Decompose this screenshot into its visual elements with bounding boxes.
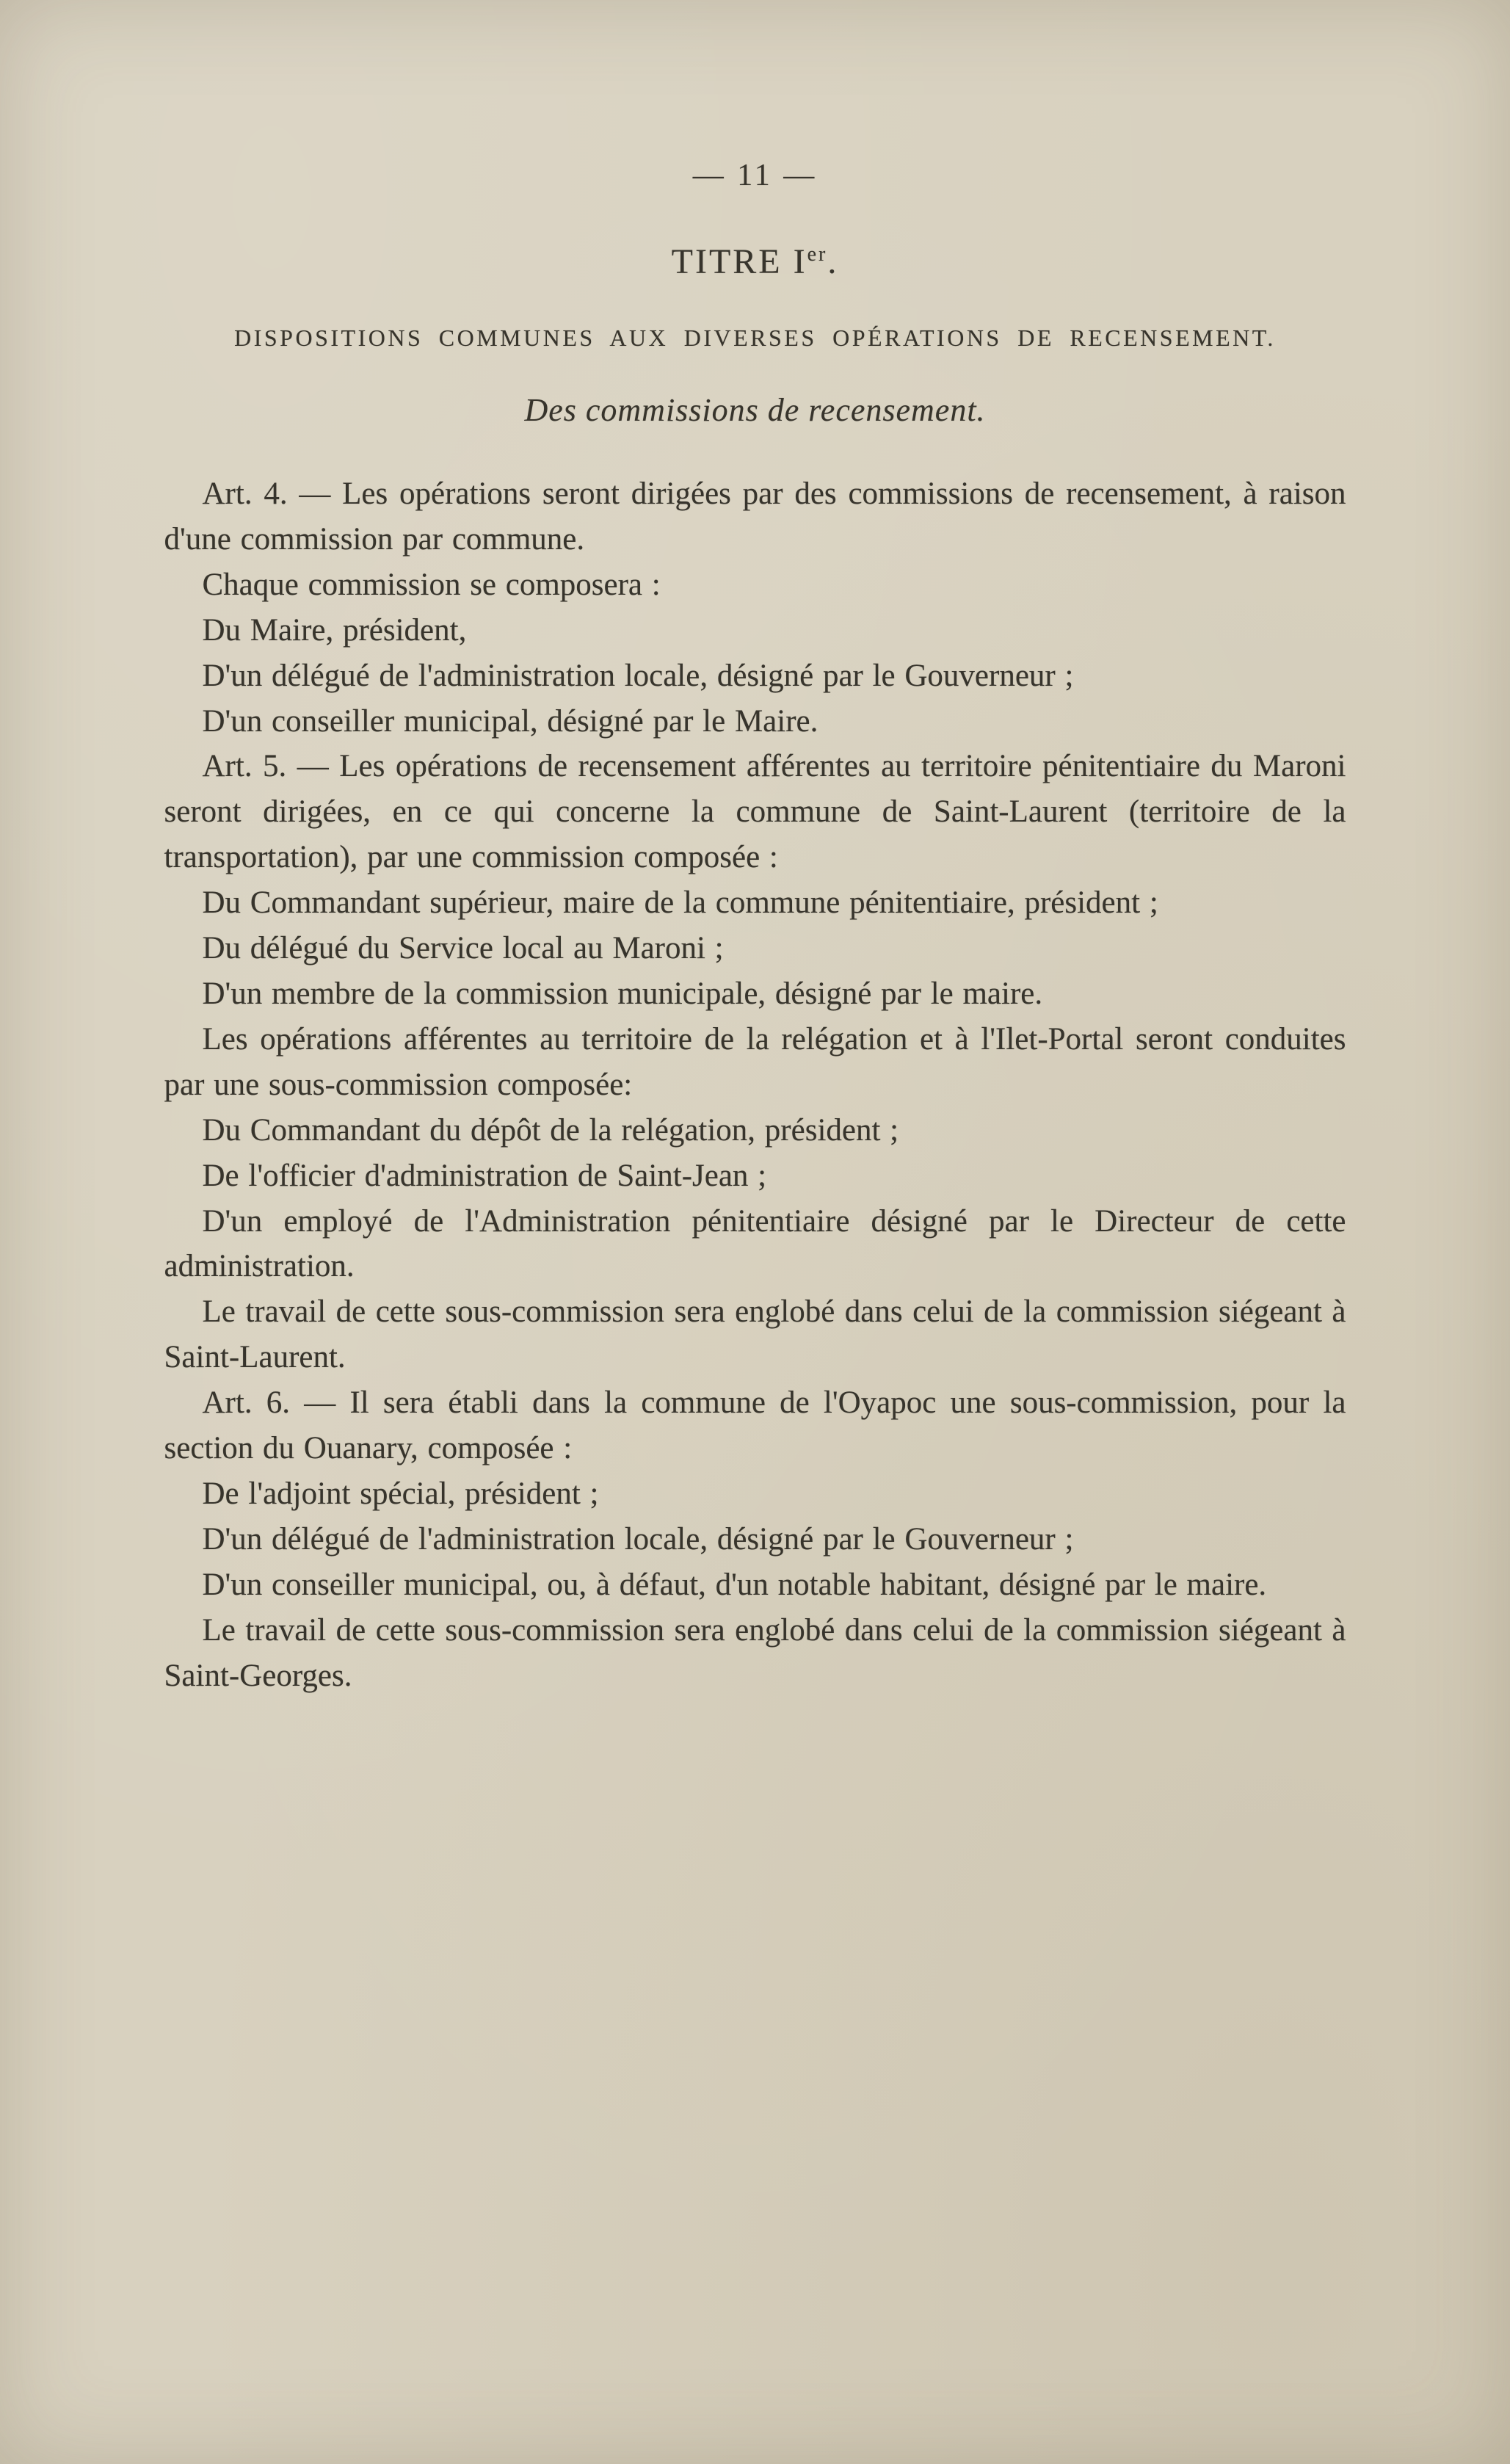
- title-superscript: er: [807, 243, 828, 266]
- document-content: [164, 0, 1346, 1698]
- title-main: TITRE I: [671, 242, 807, 281]
- paragraph: Art. 4. — Les opérations seront dirigées par des commissions de recensement, à raison d'une commission par commune.: [164, 477, 1346, 557]
- paragraph: D'un membre de la commission municipale, désigné par le maire.: [202, 976, 1043, 1011]
- paragraph: Du Commandant du dépôt de la relégation, président ;: [202, 1112, 899, 1148]
- paragraph: Art. 6. — Il sera établi dans la commune de l'Oyapoc une sous-commission, pour la section du Ouanary, composée :: [164, 1385, 1346, 1466]
- document-title: [164, 242, 1346, 282]
- paragraph: D'un délégué de l'administration locale, désigné par le Gouverneur ;: [202, 1521, 1074, 1557]
- paragraph: De l'adjoint spécial, président ;: [202, 1476, 599, 1511]
- paragraph: Du Commandant supérieur, maire de la commune pénitentiaire, président ;: [202, 885, 1158, 921]
- title-suffix: .: [827, 242, 839, 281]
- paragraph: Le travail de cette sous-commission sera englobé dans celui de la commission siégeant à Saint-Laurent.: [164, 1294, 1346, 1375]
- paragraph: Art. 5. — Les opérations de recensement afférentes au territoire pénitentiaire du Maroni seront dirigées, en ce qui concerne la commune de Saint-Laurent (territoire de la transportation), par une commission composée :: [164, 749, 1346, 875]
- paragraph: Les opérations afférentes au territoire de la relégation et à l'Ilet-Portal seront conduites par une sous-commission composée:: [164, 1021, 1346, 1102]
- paragraph: Du Maire, président,: [202, 612, 467, 648]
- paragraph: Du délégué du Service local au Maroni ;: [202, 931, 724, 966]
- paragraph: Le travail de cette sous-commission sera englobé dans celui de la commission siégeant à Saint-Georges.: [164, 1612, 1346, 1693]
- paragraph: Chaque commission se composera :: [202, 567, 661, 602]
- document-body: [164, 471, 1346, 1698]
- section-heading: DISPOSITIONS COMMUNES AUX DIVERSES OPÉRATIONS DE RECENSEMENT.: [234, 325, 1276, 351]
- section-subtitle: Des commissions de recensement.: [524, 392, 986, 428]
- paragraph: De l'officier d'administration de Saint-Jean ;: [202, 1158, 767, 1193]
- page-number: — 11 —: [692, 159, 818, 192]
- paragraph: D'un délégué de l'administration locale, désigné par le Gouverneur ;: [202, 658, 1074, 693]
- paragraph: D'un conseiller municipal, ou, à défaut, d'un notable habitant, désigné par le maire.: [202, 1567, 1267, 1602]
- paragraph: D'un employé de l'Administration pénitentiaire désigné par le Directeur de cette administration.: [164, 1203, 1346, 1284]
- paragraph: D'un conseiller municipal, désigné par le Maire.: [202, 703, 818, 739]
